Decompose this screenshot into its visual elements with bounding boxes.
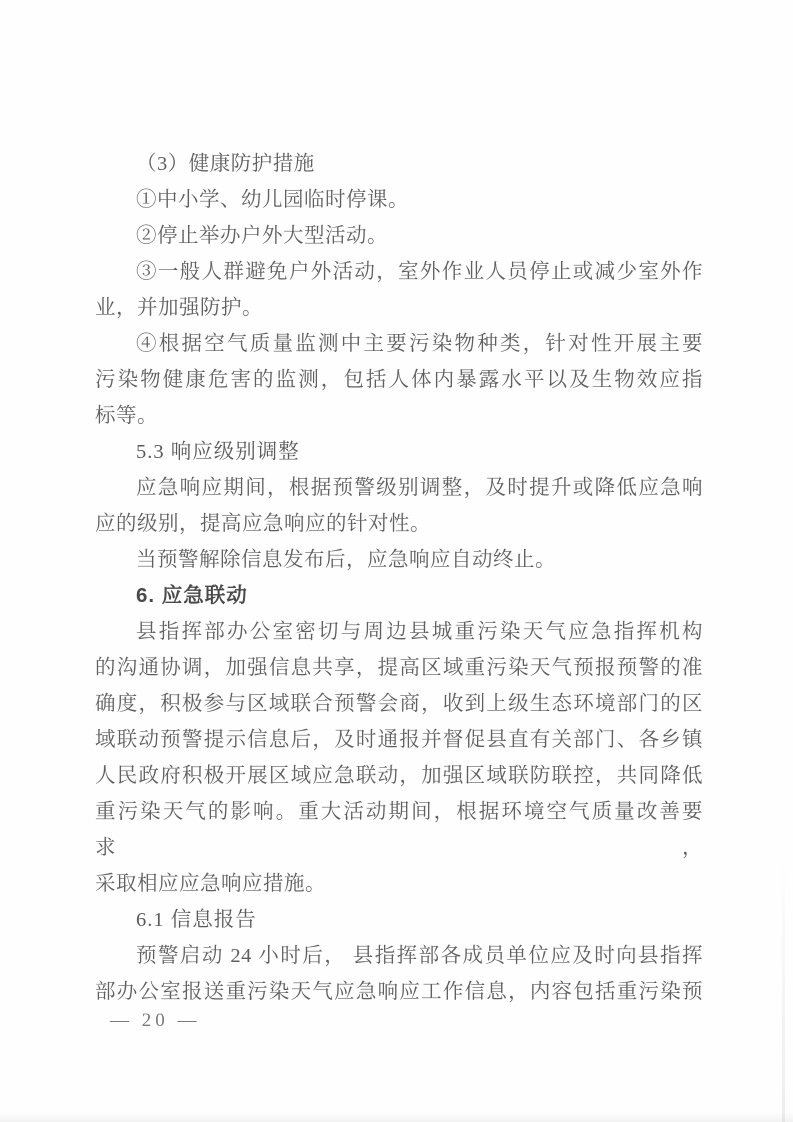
text-line: ③一般人群避免户外活动，室外作业人员停止或减少室外作 xyxy=(136,261,703,283)
scan-artifact-bottom-edge xyxy=(0,1112,793,1122)
subheading: 6.1 信息报告 xyxy=(136,909,257,931)
section-heading: 6. 应急联动 xyxy=(136,584,248,607)
text-line: 采取相应应急响应措施。 xyxy=(95,873,326,895)
text-line: 确度，积极参与区域联合预警会商，收到上级生态环境部门的区 xyxy=(95,693,703,715)
text-line: 污染物健康危害的监测，包括人体内暴露水平以及生物效应指 xyxy=(95,369,703,391)
scan-artifact-right-edge xyxy=(782,852,785,1122)
document-body xyxy=(95,146,703,1010)
text-line: 标等。 xyxy=(95,405,158,427)
text-line: 应急响应期间，根据预警级别调整，及时提升或降低应急响 xyxy=(136,477,703,499)
text-line: 业，并加强防护。 xyxy=(95,297,263,319)
subheading: 5.3 响应级别调整 xyxy=(136,441,300,463)
text-line: 应的级别，提高应急响应的针对性。 xyxy=(95,513,431,535)
text-line: 重污染天气的影响。重大活动期间，根据环境空气质量改善要求， xyxy=(95,801,703,859)
text-line: 的沟通协调，加强信息共享，提高区域重污染天气预报预警的准 xyxy=(95,657,703,679)
text-line: 域联动预警提示信息后，及时通报并督促县直有关部门、各乡镇 xyxy=(95,729,703,751)
text-line: ①中小学、幼儿园临时停课。 xyxy=(136,189,409,211)
text-line: 县指挥部办公室密切与周边县城重污染天气应急指挥机构 xyxy=(136,621,703,643)
text-line: 部办公室报送重污染天气应急响应工作信息，内容包括重污染预 xyxy=(95,981,703,1003)
text-line: ④根据空气质量监测中主要污染物种类，针对性开展主要 xyxy=(136,333,703,355)
text-line: 人民政府积极开展区域应急联动，加强区域联防联控，共同降低 xyxy=(95,765,703,787)
text-line: （3）健康防护措施 xyxy=(136,153,315,175)
text-line: 预警启动 24 小时后， 县指挥部各成员单位应及时向县指挥 xyxy=(136,945,703,967)
text-line: ②停止举办户外大型活动。 xyxy=(136,225,388,247)
page-number: — 20 — xyxy=(110,1010,201,1031)
text-line: 当预警解除信息发布后，应急响应自动终止。 xyxy=(136,549,556,571)
